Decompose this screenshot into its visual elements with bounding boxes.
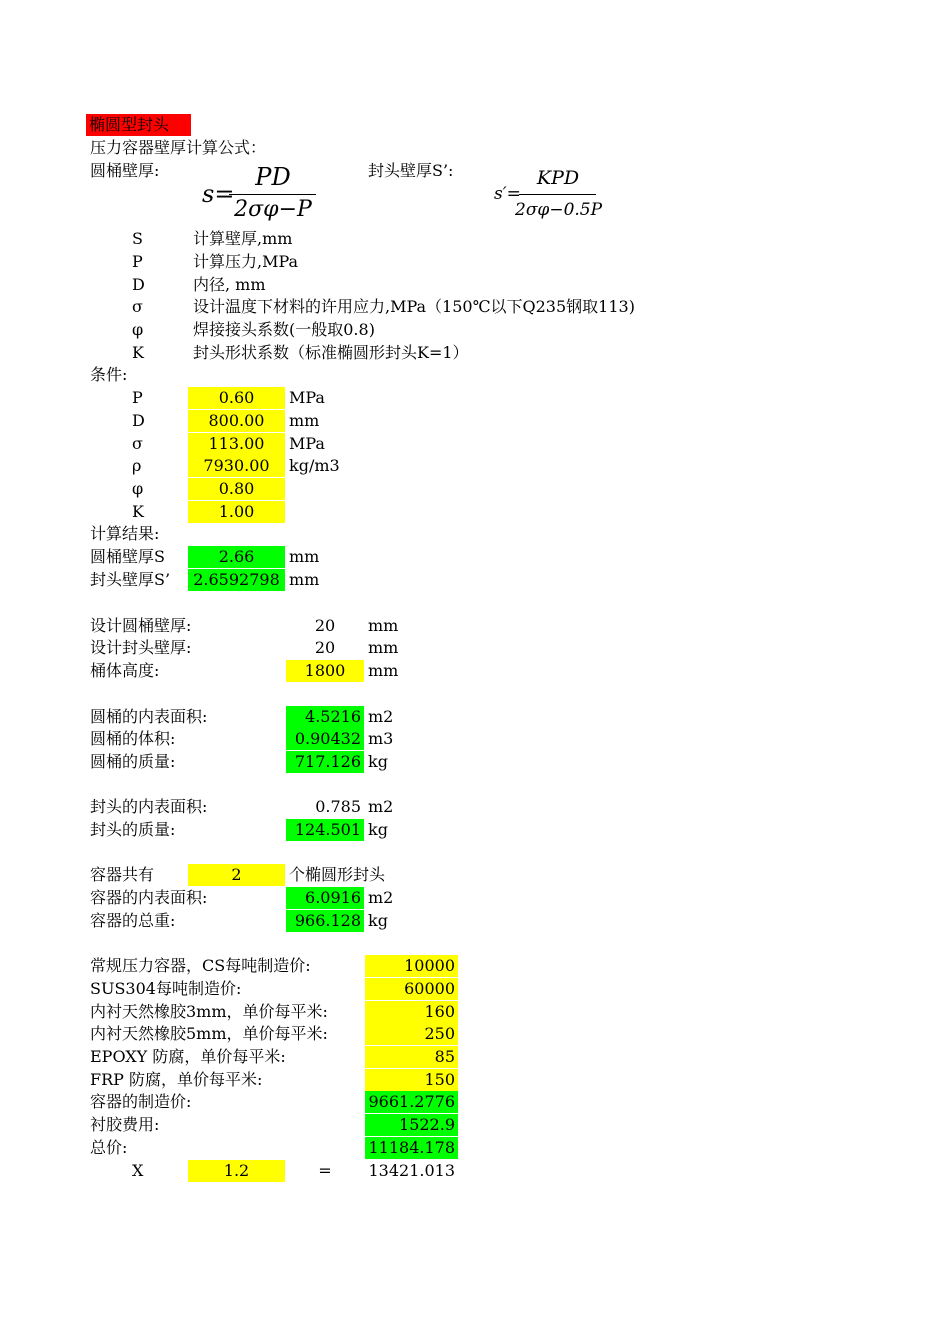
cylinder-unit: m3	[368, 729, 394, 748]
cylinder-inner-area[interactable]: 4.5216	[286, 706, 364, 728]
formula2-denominator: 2σφ−0.5P	[515, 200, 603, 220]
condition-symbol: D	[132, 411, 145, 430]
result-unit: mm	[289, 570, 320, 589]
head-label: 封头的质量:	[90, 820, 176, 839]
formula2-fraction-bar	[519, 194, 596, 195]
formula1-fraction-bar	[229, 194, 316, 195]
design-cylinder-thickness[interactable]: 20	[314, 616, 336, 635]
cost-label: 容器的制造价:	[90, 1092, 192, 1111]
condition-symbol: ρ	[132, 456, 142, 475]
condition-input-sigma[interactable]: 113.00	[188, 433, 285, 455]
cost-frp[interactable]: 150	[365, 1069, 458, 1091]
head-mass[interactable]: 124.501	[286, 819, 364, 841]
legend-description: 内径, mm	[193, 275, 266, 294]
condition-input-k[interactable]: 1.00	[188, 501, 285, 523]
vessel-label: 容器共有	[90, 865, 155, 884]
cost-label: 衬胶费用:	[90, 1115, 160, 1134]
cylinder-thickness-label: 圆桶壁厚:	[90, 161, 160, 180]
vessel-head-count[interactable]: 2	[188, 864, 285, 886]
conditions-label: 条件:	[90, 365, 128, 384]
formula-heading: 压力容器壁厚计算公式：	[90, 138, 267, 157]
equals-sign: =	[318, 1161, 332, 1180]
result-label: 圆桶壁厚S	[90, 547, 165, 566]
cost-label: 内衬天然橡胶3mm，单价每平米:	[90, 1002, 328, 1021]
cylinder-label: 圆桶的内表面积:	[90, 707, 208, 726]
cost-cs-per-ton[interactable]: 10000	[365, 955, 458, 977]
vessel-label: 容器的总重:	[90, 911, 176, 930]
result-head-thickness[interactable]: 2.6592798	[188, 569, 285, 591]
condition-symbol: φ	[132, 479, 144, 498]
legend-symbol: P	[132, 252, 143, 271]
condition-symbol: σ	[132, 434, 143, 453]
formula2-numerator: KPD	[536, 167, 580, 189]
factor-symbol: X	[132, 1161, 144, 1180]
design-label: 设计圆桶壁厚:	[90, 616, 192, 635]
cylinder-label: 圆桶的质量:	[90, 752, 176, 771]
condition-symbol: K	[132, 502, 144, 521]
cost-epoxy[interactable]: 85	[365, 1046, 458, 1068]
condition-unit: MPa	[289, 434, 325, 453]
vessel-inner-area[interactable]: 6.0916	[286, 887, 364, 909]
vessel-unit: m2	[368, 888, 394, 907]
design-label: 桶体高度:	[90, 661, 160, 680]
cost-manufacturing[interactable]: 9661.2776	[365, 1091, 458, 1113]
legend-description: 计算压力,MPa	[193, 252, 299, 271]
cylinder-volume[interactable]: 0.90432	[286, 728, 364, 750]
design-unit: mm	[368, 616, 399, 635]
sheet-title: 椭圆型封头	[86, 114, 191, 136]
head-unit: kg	[368, 820, 388, 839]
condition-unit: MPa	[289, 388, 325, 407]
cost-label: FRP 防腐，单价每平米:	[90, 1070, 263, 1089]
cost-rubber-3mm[interactable]: 160	[365, 1001, 458, 1023]
vessel-unit: 个椭圆形封头	[289, 865, 386, 884]
formula1-numerator: PD	[255, 163, 291, 191]
design-head-thickness[interactable]: 20	[314, 638, 336, 657]
cylinder-unit: kg	[368, 752, 388, 771]
results-label: 计算结果:	[90, 524, 160, 543]
condition-input-phi[interactable]: 0.80	[188, 478, 285, 500]
cost-sus304-per-ton[interactable]: 60000	[365, 978, 458, 1000]
legend-description: 封头形状系数（标准椭圆形封头K=1）	[193, 343, 469, 362]
cost-total[interactable]: 11184.178	[365, 1137, 458, 1159]
cost-label: 常规压力容器，CS每吨制造价:	[90, 956, 311, 975]
factor-result[interactable]: 13421.013	[368, 1161, 455, 1180]
condition-input-p[interactable]: 0.60	[188, 387, 285, 409]
legend-symbol: K	[132, 343, 144, 362]
formula2-lhs: s′=	[494, 184, 521, 204]
vessel-unit: kg	[368, 911, 388, 930]
design-label: 设计封头壁厚:	[90, 638, 192, 657]
formula1-lhs: s=	[202, 180, 235, 208]
legend-symbol: D	[132, 275, 145, 294]
result-unit: mm	[289, 547, 320, 566]
condition-input-rho[interactable]: 7930.00	[188, 455, 285, 477]
head-label: 封头的内表面积:	[90, 797, 208, 816]
legend-symbol: φ	[132, 320, 144, 339]
legend-description: 设计温度下材料的许用应力,MPa（150℃以下Q235钢取113)	[193, 297, 635, 316]
legend-symbol: S	[132, 229, 143, 248]
cost-label: SUS304每吨制造价:	[90, 979, 242, 998]
cost-lining[interactable]: 1522.9	[365, 1114, 458, 1136]
head-thickness-label: 封头壁厚S’:	[368, 161, 454, 180]
cylinder-unit: m2	[368, 707, 394, 726]
legend-description: 计算壁厚,mm	[193, 229, 293, 248]
cost-label: 总价:	[90, 1138, 128, 1157]
head-unit: m2	[368, 797, 394, 816]
legend-symbol: σ	[132, 297, 143, 316]
result-label: 封头壁厚S’	[90, 570, 171, 589]
cylinder-label: 圆桶的体积:	[90, 729, 176, 748]
cost-rubber-5mm[interactable]: 250	[365, 1023, 458, 1045]
formula1-denominator: 2σφ−P	[234, 197, 312, 222]
condition-input-d[interactable]: 800.00	[188, 410, 285, 432]
result-cylinder-thickness[interactable]: 2.66	[188, 546, 285, 568]
condition-unit: mm	[289, 411, 320, 430]
cost-label: 内衬天然橡胶5mm，单价每平米:	[90, 1024, 328, 1043]
design-unit: mm	[368, 661, 399, 680]
condition-symbol: P	[132, 388, 143, 407]
legend-description: 焊接接头系数(一般取0.8)	[193, 320, 375, 339]
vessel-total-weight[interactable]: 966.128	[286, 910, 364, 932]
condition-unit: kg/m3	[289, 456, 340, 475]
head-inner-area[interactable]: 0.785	[315, 797, 361, 816]
vessel-label: 容器的内表面积:	[90, 888, 208, 907]
design-body-height[interactable]: 1800	[286, 660, 364, 682]
factor-input[interactable]: 1.2	[188, 1160, 285, 1182]
cost-label: EPOXY 防腐，单价每平米:	[90, 1047, 286, 1066]
cylinder-mass[interactable]: 717.126	[286, 751, 364, 773]
design-unit: mm	[368, 638, 399, 657]
